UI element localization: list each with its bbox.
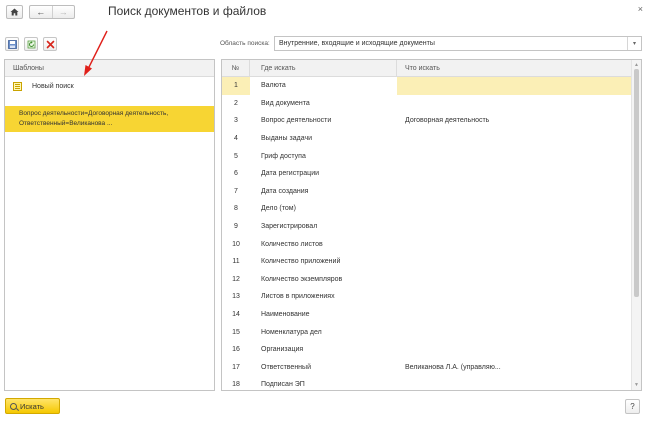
row-search-value[interactable] xyxy=(397,323,632,341)
row-search-value[interactable] xyxy=(397,77,632,95)
row-number: 2 xyxy=(234,99,238,107)
new-search-icon xyxy=(13,82,22,91)
row-field-name: Дата регистрации xyxy=(261,170,320,178)
row-field-name: Листов в приложениях xyxy=(261,293,335,301)
templates-header: Шаблоны xyxy=(5,60,214,77)
table-row[interactable] xyxy=(222,323,632,341)
new-search-label: Новый поиск xyxy=(32,83,74,90)
row-field-name: Количество приложений xyxy=(261,258,341,266)
table-row[interactable] xyxy=(222,218,632,236)
table-row[interactable] xyxy=(222,130,632,148)
row-search-value[interactable] xyxy=(397,306,632,324)
table-scrollbar[interactable] xyxy=(631,60,641,390)
table-row[interactable] xyxy=(222,271,632,289)
refresh-template-button[interactable] xyxy=(24,37,38,51)
window-title: Поиск документов и файлов xyxy=(108,4,267,18)
saved-template-item[interactable] xyxy=(5,106,214,132)
row-number: 13 xyxy=(232,293,240,301)
row-number: 18 xyxy=(232,381,240,389)
table-row[interactable] xyxy=(222,235,632,253)
table-body xyxy=(222,77,632,391)
row-search-value[interactable] xyxy=(397,288,632,306)
row-search-value[interactable] xyxy=(397,95,632,113)
column-header-what[interactable]: Что искать xyxy=(405,65,440,72)
row-search-value[interactable] xyxy=(397,235,632,253)
new-search-item[interactable] xyxy=(5,78,214,95)
row-number: 15 xyxy=(232,328,240,336)
table-row[interactable] xyxy=(222,77,632,95)
row-search-value[interactable]: Договорная деятельность xyxy=(405,117,490,125)
column-header-where[interactable]: Где искать xyxy=(250,60,397,77)
row-number: 11 xyxy=(232,258,240,266)
row-number: 9 xyxy=(234,223,238,231)
scroll-thumb[interactable] xyxy=(634,69,639,297)
table-row[interactable] xyxy=(222,376,632,391)
magnifier-icon xyxy=(10,403,17,410)
back-button[interactable]: ← xyxy=(36,7,46,17)
row-number: 3 xyxy=(234,117,238,125)
row-search-value[interactable] xyxy=(397,253,632,271)
table-row[interactable] xyxy=(222,359,632,377)
close-button[interactable]: × xyxy=(637,4,643,14)
row-field-name: Выданы задачи xyxy=(261,135,313,143)
history-nav xyxy=(29,5,75,19)
search-area-select[interactable] xyxy=(274,36,642,51)
row-number: 16 xyxy=(232,346,240,354)
row-field-name: Дата создания xyxy=(261,187,309,195)
dropdown-chevron-icon[interactable]: ▾ xyxy=(627,37,641,50)
row-field-name: Гриф доступа xyxy=(261,152,306,160)
row-field-name: Зарегистрировал xyxy=(261,223,318,231)
home-button[interactable] xyxy=(6,5,23,19)
row-search-value[interactable]: Великанова Л.А. (управляю... xyxy=(405,363,501,371)
table-row[interactable] xyxy=(222,288,632,306)
scroll-down-icon[interactable]: ▼ xyxy=(634,382,639,388)
table-row[interactable] xyxy=(222,165,632,183)
row-search-value[interactable] xyxy=(397,183,632,201)
home-icon xyxy=(10,8,19,16)
row-field-name: Дело (том) xyxy=(261,205,296,213)
row-field-name: Количество листов xyxy=(261,240,323,248)
row-search-value[interactable] xyxy=(397,341,632,359)
table-row[interactable] xyxy=(222,306,632,324)
row-field-name: Вопрос деятельности xyxy=(261,117,332,125)
row-field-name: Подписан ЭП xyxy=(261,381,305,389)
row-search-value[interactable] xyxy=(397,130,632,148)
table-row[interactable] xyxy=(222,253,632,271)
search-button-label: Искать xyxy=(20,401,44,411)
column-header-num[interactable]: № xyxy=(222,60,250,77)
row-number: 10 xyxy=(232,240,240,248)
row-field-name: Валюта xyxy=(250,77,397,95)
table-row[interactable] xyxy=(222,112,632,130)
top-bar xyxy=(0,0,649,26)
row-search-value[interactable] xyxy=(397,376,632,391)
templates-panel xyxy=(4,59,215,391)
search-criteria-table xyxy=(221,59,642,391)
row-search-value[interactable] xyxy=(397,165,632,183)
scroll-up-icon[interactable]: ▲ xyxy=(634,62,639,68)
row-number: 12 xyxy=(232,275,240,283)
delete-icon xyxy=(46,40,55,49)
row-search-value[interactable] xyxy=(397,218,632,236)
search-area-label: Область поиска: xyxy=(220,40,270,47)
row-field-name: Вид документа xyxy=(261,99,310,107)
row-field-name: Организация xyxy=(261,346,304,354)
table-row[interactable] xyxy=(222,147,632,165)
annotation-arrow-icon xyxy=(80,28,112,78)
help-button[interactable]: ? xyxy=(625,399,640,414)
refresh-icon xyxy=(27,40,36,49)
table-header xyxy=(222,60,632,77)
row-search-value[interactable] xyxy=(397,200,632,218)
save-template-button[interactable] xyxy=(5,37,19,51)
row-number: 7 xyxy=(234,187,238,195)
search-area-value: Внутренние, входящие и исходящие документы xyxy=(279,40,435,47)
forward-button[interactable]: → xyxy=(52,6,75,18)
row-number: 8 xyxy=(234,205,238,213)
row-search-value[interactable] xyxy=(397,147,632,165)
table-row[interactable] xyxy=(222,341,632,359)
row-field-name: Наименование xyxy=(261,311,310,319)
saved-template-label: Вопрос деятельности=Договорная деятельность, Ответственный=Великанова ... xyxy=(19,110,169,127)
table-row[interactable] xyxy=(222,200,632,218)
row-search-value[interactable] xyxy=(397,271,632,289)
row-number: 14 xyxy=(232,311,240,319)
save-icon xyxy=(8,40,17,49)
row-number: 17 xyxy=(232,363,240,371)
row-number: 1 xyxy=(222,77,250,95)
row-field-name: Количество экземпляров xyxy=(261,275,343,283)
search-button[interactable] xyxy=(5,398,60,414)
row-number: 5 xyxy=(234,152,238,160)
row-field-name: Ответственный xyxy=(261,363,311,371)
table-row[interactable] xyxy=(222,183,632,201)
row-field-name: Номенклатура дел xyxy=(261,328,322,336)
row-number: 4 xyxy=(234,135,238,143)
table-row[interactable] xyxy=(222,95,632,113)
delete-template-button[interactable] xyxy=(43,37,57,51)
row-number: 6 xyxy=(234,170,238,178)
